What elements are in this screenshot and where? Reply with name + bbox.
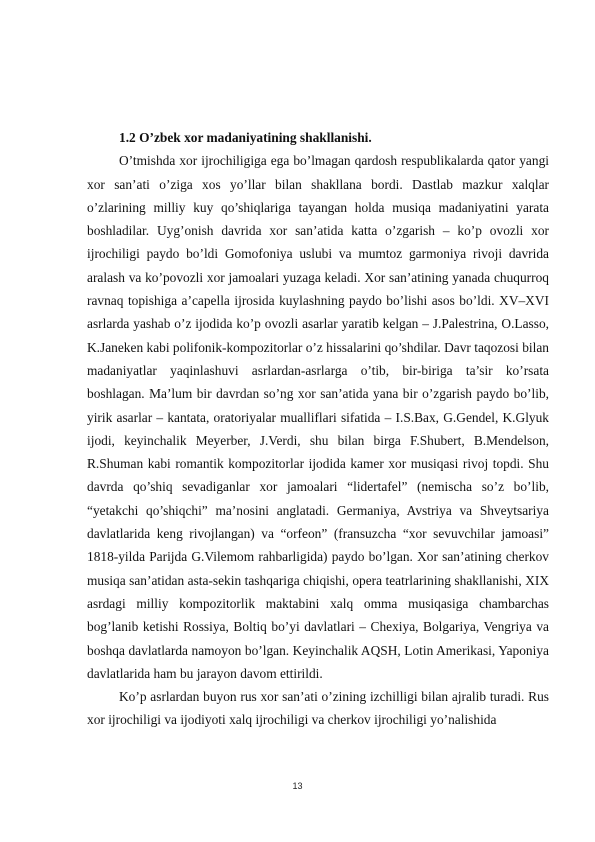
- section-heading: 1.2 O’zbek xor madaniyatining shakllanishi.: [119, 130, 372, 145]
- page-number: 13: [292, 781, 303, 791]
- paragraph-1: O’tmishda xor ijrochiligiga ega bo’lmagan qardosh respublikalarda qator yangi xor san’ati o’ziga xos yo’llar bilan shakllana bordi. Dastlab mazkur xalqlar o’zlarining milliy kuy qo’shiqlariga tayangan holda musiqa madaniyatini yarata boshladilar. Uyg’onish davrida xor san’atida katta o’zgarish – ko’p ovozli xor ijrochiligi paydo bo’ldi Gomofoniya uslubi va mumtoz garmoniya rivoji davrida aralash va ko’povozli xor jamoalari yuzaga keladi. Xor san’atining yanada chuqurroq ravnaq topishiga a’capella ijrosida kuylashning paydo bo’lishi asos bo’ldi. XV–XVI asrlarda yashab o’z ijodida ko’p ovozli asarlar yaratib kelgan – J.Palestrina, O.Lasso, K.Janeken kabi polifonik-kompozitorlar o’z hissalarini qo’shdilar. Davr taqozosi bilan madaniyatlar yaqinlashuvi asrlardan-asrlarga o’tib, bir-biriga ta’sir ko’rsata boshlagan. Ma’lum bir davrdan so’ng xor san’atida yana bir o’zgarish paydo bo’lib, yirik asarlar – kantata, oratoriyalar mualliflari sifatida – I.S.Bax, G.Gendel, K.Glyuk ijodi, keyinchalik Meyerber, J.Verdi, shu bilan birga F.Shubert, B.Mendelson, R.Shuman kabi romantik kompozitorlar ijodida kamer xor musiqasi rivoj topdi. Shu davrda qo’shiq sevadiganlar xor jamoalari “lidertafel” (nemischa so’z bo’lib, “yetakchi qo’shiqchi” ma’nosini anglatadi. Germaniya, Avstriya va Shveytsariya davlatlarida keng rivojlangan) va “orfeon” (fransuzcha “xor sevuvchilar jamoasi” 1818-yilda Parijda G.Vilemom rahbarligida) paydo bo’lgan. Xor san’atining cherkov musiqa san’atidan asta-sekin tashqariga chiqishi, opera teatrlarining shakllanishi, XIX asrdagi milliy kompozitorlik maktabini xalq omma musiqasiga chambarchas bog’lanib ketishi Rossiya, Boltiq bo’yi davlatlari – Chexiya, Bolgariya, Vengriya va boshqa davlatlarda namoyon bo’lgan. Keyinchalik AQSH, Lotin Amerikasi, Yaponiya davlatlarida ham bu jarayon davom ettirildi.: [87, 153, 549, 681]
- document-body: [87, 126, 549, 732]
- paragraph-2: Ko’p asrlardan buyon rus xor san’ati o’zining izchilligi bilan ajralib turadi. Rus xor ijrochiligi va ijodiyoti xalq ijrochiligi va cherkov ijrochiligi yo’nalishida: [87, 689, 549, 728]
